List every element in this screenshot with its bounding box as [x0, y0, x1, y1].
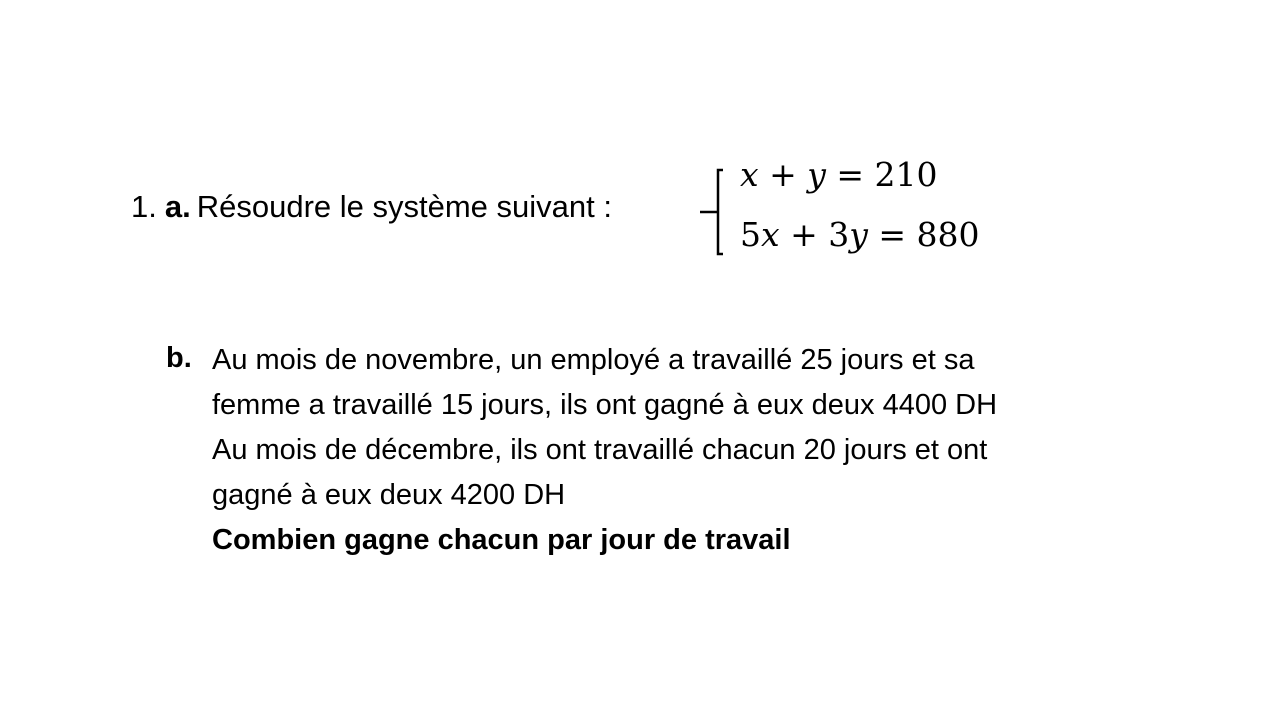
- question-1a: [131, 187, 612, 227]
- part-b-line: Au mois de novembre, un employé a travaillé 25 jours et sa: [212, 344, 975, 376]
- equation-2: [740, 215, 980, 255]
- question-number: 1.: [131, 189, 157, 224]
- part-b-line: Au mois de décembre, ils ont travaillé chacun 20 jours et ont: [212, 434, 988, 466]
- system-brace-icon: [697, 166, 727, 258]
- eq2-rhs: = 880: [867, 215, 980, 254]
- eq2-coef-x: 5: [740, 215, 761, 254]
- part-a-label: a.: [164, 189, 191, 224]
- part-a-text: Résoudre le système suivant :: [196, 189, 612, 224]
- eq2-var-y: y: [849, 215, 868, 254]
- eq1-plus: +: [758, 155, 808, 194]
- eq1-rhs: = 210: [825, 155, 938, 194]
- eq1-var-y: y: [807, 155, 826, 194]
- eq2-var-x: x: [761, 215, 780, 254]
- eq1-var-x: x: [740, 155, 759, 194]
- part-b-text: [212, 338, 1212, 563]
- part-b-line: gagné à eux deux 4200 DH: [212, 479, 566, 511]
- eq2-plus: + 3: [779, 215, 850, 254]
- part-b-question: Combien gagne chacun par jour de travail: [212, 524, 791, 556]
- part-b-label: b.: [166, 342, 192, 374]
- equation-1: [740, 155, 938, 195]
- part-b-line: femme a travaillé 15 jours, ils ont gagné à eux deux 4400 DH: [212, 389, 998, 421]
